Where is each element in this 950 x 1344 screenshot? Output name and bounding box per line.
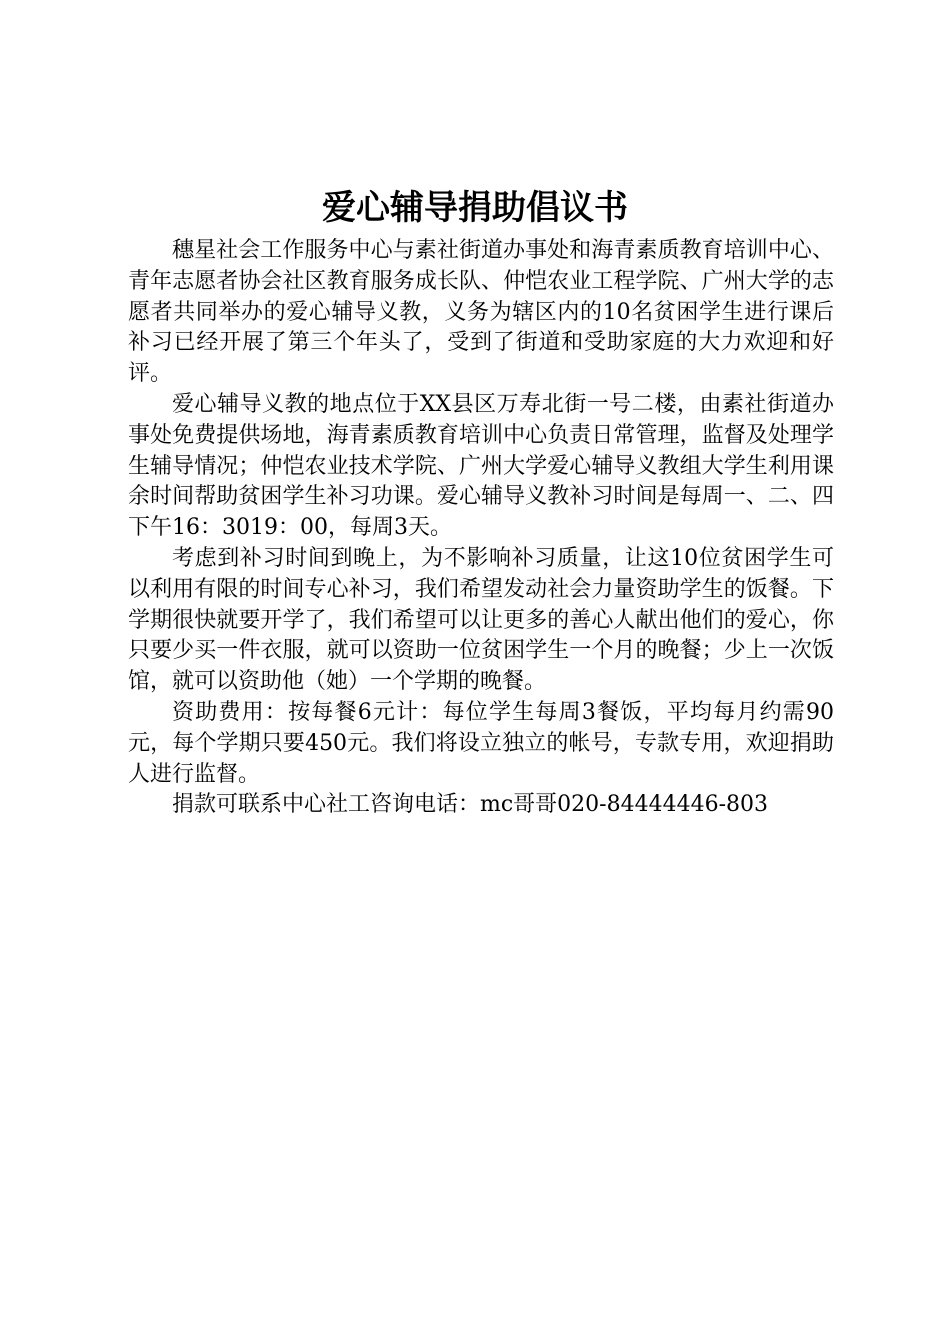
document-title: 爱心辅导捐助倡议书 [322,188,628,228]
paragraph-contact: 捐款可联系中心社工咨询电话：mc哥哥020-84444446-803 [172,792,769,818]
paragraph-location-schedule: 爱心辅导义教的地点位于XX县区万寿北街一号二楼，由素社街道办事处免费提供场地，海青素质教育培训中心负责日常管理，监督及处理学生辅导情况；仲恺农业技术学院、广州大学爱心辅导义教组大学生利用课余时间帮助贫困学生补习功课。爱心辅导义教补习时间是每周一、二、四下午16：3019：00，每周3天。 [128,391,834,541]
document-body [128,236,834,821]
paragraph-appeal: 考虑到补习时间到晚上，为不影响补习质量，让这10位贫困学生可以利用有限的时间专心补习，我们希望发动社会力量资助学生的饭餐。下学期很快就要开学了，我们希望可以让更多的善心人献出他们的爱心，你只要少买一件衣服，就可以资助一位贫困学生一个月的晚餐；少上一次饭馆，就可以资助他（她）一个学期的晚餐。 [128,545,834,695]
paragraph-costs: 资助费用：按每餐6元计：每位学生每周3餐饭，平均每月约需90元，每个学期只要450元。我们将设立独立的帐号，专款专用，欢迎捐助人进行监督。 [128,699,834,787]
paragraph-intro: 穗星社会工作服务中心与素社街道办事处和海青素质教育培训中心、青年志愿者协会社区教育服务成长队、仲恺农业工程学院、广州大学的志愿者共同举办的爱心辅导义教，义务为辖区内的10名贫困学生进行课后补习已经开展了第三个年头了，受到了街道和受助家庭的大力欢迎和好评。 [128,238,834,387]
